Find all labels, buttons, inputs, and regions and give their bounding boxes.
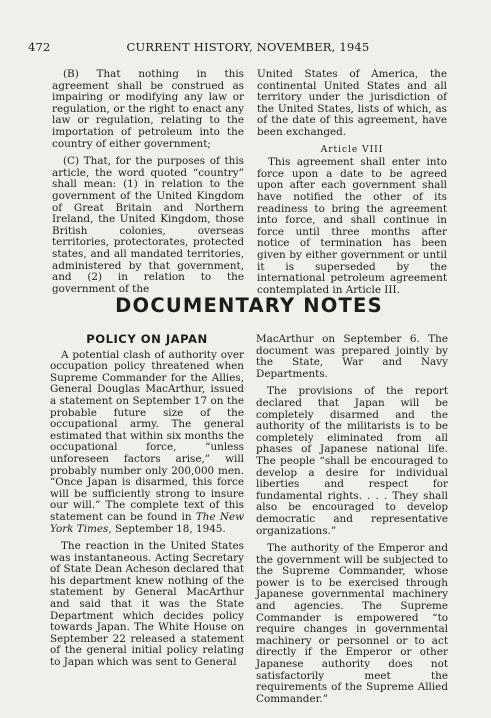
policy-title: POLICY ON JAPAN	[86, 332, 208, 346]
top-right-column	[257, 69, 447, 296]
policy-paragraph-5: The authority of the Emperor and the government will be subjected to the Supreme Commander, whose power is to be exercised through Japanese governmental machinery and agencies. The Supreme Commander is empowered “to require changes in governmental machinery or personnel or to act directly if the Emperor or other Japanese authority does not satisfactorily meet the requirements of the Supreme Allied Commander.”	[256, 542, 448, 705]
policy-right-column	[256, 334, 448, 705]
policy-p1-text: A potential clash of authority over occupation policy threatened when Supreme Commander for the Allies, General Douglas MacArthur, issued a statement on September 17 on the probable future size of the occupational army. The general estimated that within six months the occupational force, “unless unforeseen factors arise,” will probably number only 200,000 men. “Once Japan is disarmed, this force will be sufficiently strong to insure our will.” The complete text of this statement can be found in	[50, 348, 244, 523]
paragraph-continuation: United States of America, the continental United States and all territory under the jurisdiction of the United States, lists of which, as of the date of this agreement, have been exchanged.	[257, 68, 447, 138]
paragraph-article-viii: This agreement shall enter into force upon a date to be agreed upon after each government shall have notified the other of its readiness to bring the agreement into force, and shall continue in force until three months after notice of termination has been given by either government or until it is superseded by the international petroleum agreement contemplated in Article III.	[257, 156, 447, 296]
page-header	[28, 40, 468, 56]
policy-paragraph-2: The reaction in the United States was instantaneous. Acting Secretary of State Dean Acheson declared that his department knew nothing of the statement by General MacArthur and said that it was the State Department which decides policy towards Japan. The White House on September 22 released a statement of the general initial policy relating to Japan which was sent to General	[50, 540, 244, 669]
section-title: DOCUMENTARY NOTES	[115, 294, 383, 317]
paragraph-c: (C) That, for the purposes of this article, the word quoted “country” shall mean: (1) in relation to the government of the United Kingdom of Great Britain and Northern Ireland, the United Kingdom, those British colonies, overseas territories, protectorates, protected states, and all mandated territories, administered by that government, and (2) in relation to the government of the	[52, 155, 244, 295]
page-number: 472	[28, 40, 51, 54]
top-left-column	[52, 69, 244, 295]
policy-p1-end: , September 18, 1945.	[108, 522, 226, 535]
policy-paragraph-3: MacArthur on September 6. The document was prepared jointly by the State, War and Navy Departments.	[256, 333, 448, 380]
running-head: CURRENT HISTORY, NOVEMBER, 1945	[126, 40, 370, 54]
policy-paragraph-1	[50, 350, 244, 536]
policy-left-column	[50, 334, 244, 669]
article-heading: Article VIII	[320, 144, 384, 155]
newspaper-title: The New York Times	[50, 510, 244, 535]
policy-paragraph-4: The provisions of the report declared that Japan will be completely disarmed and the authority of the militarists is to be completely eliminated from all phases of Japanese national life. The people “shall be encouraged to develop a desire for individual liberties and respect for fundamental rights. . . . They shall also be encouraged to develop democratic and representative organizations.”	[256, 385, 448, 537]
paragraph-b: (B) That nothing in this agreement shall be construed as impairing or modifying any law or regulation, or the right to enact any law or regulation, relating to the importation of petroleum into the country of either government;	[52, 68, 244, 150]
